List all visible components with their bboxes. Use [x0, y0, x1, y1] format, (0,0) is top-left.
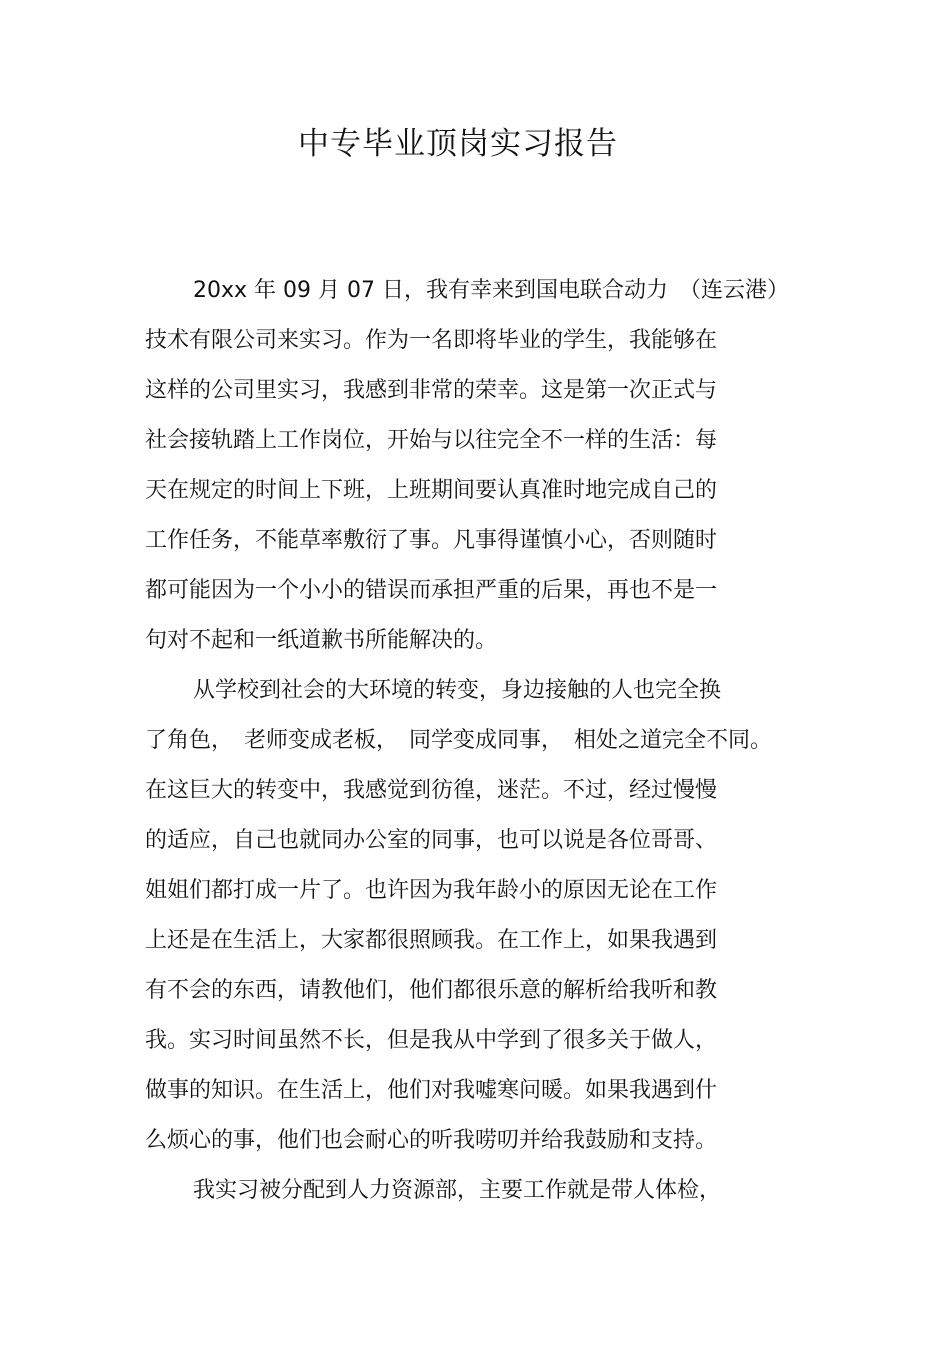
paragraph-line: 20xx 年 09 月 07 日，我有幸来到国电联合动力 （连云港）	[193, 278, 789, 303]
paragraph-line: 的适应，自己也就同办公室的同事，也可以说是各位哥哥、	[145, 828, 718, 853]
paragraph-line: 工作任务，不能草率敷衍了事。凡事得谨慎小心，否则随时	[145, 528, 718, 553]
paragraph-line: 天在规定的时间上下班，上班期间要认真准时地完成自己的	[145, 478, 718, 503]
paragraph-line: 句对不起和一纸道歉书所能解决的。	[145, 628, 498, 653]
paragraph-line: 社会接轨踏上工作岗位，开始与以往完全不一样的生活：每	[145, 428, 718, 453]
paragraph-line: 我实习被分配到人力资源部，主要工作就是带人体检，	[193, 1178, 722, 1203]
paragraph-line: 么烦心的事，他们也会耐心的听我唠叨并给我鼓励和支持。	[145, 1128, 718, 1153]
paragraph-line: 姐姐们都打成一片了。也许因为我年龄小的原因无论在工作	[145, 878, 718, 903]
paragraph-line: 我。实习时间虽然不长，但是我从中学到了很多关于做人，	[145, 1028, 718, 1053]
paragraph-line: 都可能因为一个小小的错误而承担严重的后果，再也不是一	[145, 578, 718, 603]
paragraph-line: 做事的知识。在生活上，他们对我嘘寒问暖。如果我遇到什	[145, 1078, 718, 1103]
document-title: 中专毕业顶岗实习报告	[298, 126, 618, 162]
paragraph-line: 在这巨大的转变中，我感觉到彷徨，迷茫。不过，经过慢慢	[145, 778, 718, 803]
paragraph-line: 有不会的东西，请教他们，他们都很乐意的解析给我听和教	[145, 978, 718, 1003]
paragraph-line: 了角色， 老师变成老板， 同学变成同事， 相处之道完全不同。	[145, 728, 773, 753]
paragraph-line: 上还是在生活上，大家都很照顾我。在工作上，如果我遇到	[145, 928, 718, 953]
paragraph-line: 技术有限公司来实习。作为一名即将毕业的学生，我能够在	[145, 328, 718, 353]
paragraph-line: 这样的公司里实习，我感到非常的荣幸。这是第一次正式与	[145, 378, 718, 403]
paragraph-line: 从学校到社会的大环境的转变，身边接触的人也完全换	[193, 678, 722, 703]
